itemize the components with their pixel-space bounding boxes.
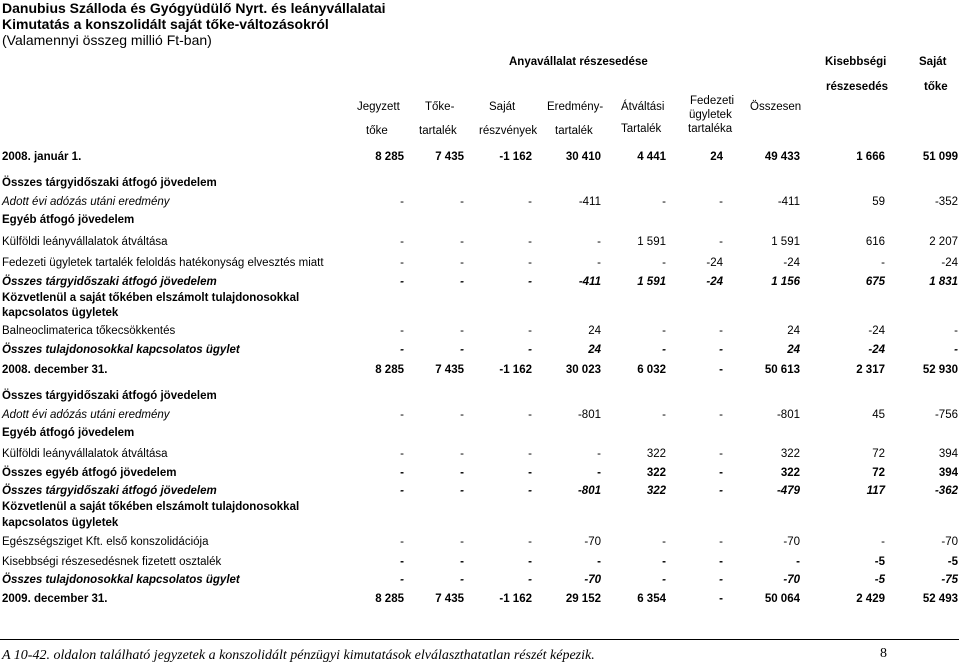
table-cell: - xyxy=(719,344,723,356)
table-cell: - xyxy=(528,325,532,337)
table-cell: 30 023 xyxy=(565,364,601,376)
row-label: Összes egyéb átfogó jövedelem xyxy=(2,467,177,479)
table-cell: 24 xyxy=(787,344,800,356)
table-cell: - xyxy=(719,536,723,548)
table-cell: - xyxy=(400,257,404,269)
row-label: Adott évi adózás utáni eredmény xyxy=(2,409,170,421)
col-header-top: Átváltási xyxy=(621,101,665,113)
group-header-minority-bottom: részesedés xyxy=(826,81,889,93)
row-label: Közvetlenül a saját tőkében elszámolt tulajdonosokkal xyxy=(2,501,300,513)
col-header-bottom: részvények xyxy=(479,125,538,137)
col-header-bottom: tartalék xyxy=(555,125,593,137)
table-cell: - xyxy=(719,325,723,337)
table-cell: - xyxy=(719,574,723,586)
table-cell: - xyxy=(597,236,601,248)
table-cell: -411 xyxy=(578,196,601,208)
table-cell: - xyxy=(460,574,464,586)
table-cell: - xyxy=(528,574,532,586)
table-cell: - xyxy=(597,556,601,568)
table-cell: -75 xyxy=(941,574,958,586)
table-cell: 322 xyxy=(780,448,800,460)
table-cell: 72 xyxy=(872,467,885,479)
group-header-parent: Anyavállalat részesedése xyxy=(509,56,648,68)
table-cell: 72 xyxy=(872,448,885,460)
table-cell: - xyxy=(528,276,532,288)
table-cell: 1 591 xyxy=(637,236,666,248)
table-cell: 49 433 xyxy=(764,151,800,163)
table-cell: - xyxy=(528,556,532,568)
table-cell: 51 099 xyxy=(922,151,958,163)
col-header-bottom: tartaléka xyxy=(688,123,733,135)
table-cell: - xyxy=(460,536,464,548)
table-cell: - xyxy=(400,556,404,568)
table-cell: - xyxy=(460,409,464,421)
row-label: Összes tulajdonosokkal kapcsolatos ügylet xyxy=(2,344,240,356)
table-cell: -5 xyxy=(874,574,885,586)
row-label: Egyéb átfogó jövedelem xyxy=(2,427,135,439)
footer-note: A 10-42. oldalon található jegyzetek a konszolidált pénzügyi kimutatások elválaszthatatlan részét képezik. xyxy=(2,648,595,663)
table-cell: - xyxy=(460,257,464,269)
col-header-top: Fedezeti xyxy=(690,95,735,107)
table-cell: -70 xyxy=(584,574,601,586)
table-cell: 2 429 xyxy=(856,593,885,605)
col-header-mid: ügyletek xyxy=(689,109,732,121)
table-cell: 6 032 xyxy=(637,364,666,376)
table-cell: 322 xyxy=(646,467,666,479)
table-cell: - xyxy=(528,236,532,248)
table-cell: - xyxy=(528,448,532,460)
table-cell: -352 xyxy=(934,196,958,208)
row-label: Külföldi leányvállalatok átváltása xyxy=(2,448,168,460)
table-cell: 4 441 xyxy=(637,151,666,163)
row-label: kapcsolatos ügyletek xyxy=(2,307,119,319)
table-cell: 8 285 xyxy=(375,364,404,376)
table-cell: - xyxy=(796,556,800,568)
table-cell: - xyxy=(662,409,666,421)
table-cell: - xyxy=(400,409,404,421)
table-cell: 50 064 xyxy=(764,593,800,605)
table-cell: - xyxy=(400,196,404,208)
table-cell: -801 xyxy=(577,409,601,421)
table-cell: - xyxy=(719,409,723,421)
table-cell: 8 285 xyxy=(375,593,404,605)
table-cell: 8 285 xyxy=(375,151,404,163)
col-header-bottom: tartalék xyxy=(419,125,457,137)
table-cell: 394 xyxy=(938,448,958,460)
table-cell: 52 493 xyxy=(922,593,958,605)
row-label: Összes tárgyidőszaki átfogó jövedelem xyxy=(2,485,217,497)
table-cell: 7 435 xyxy=(435,151,464,163)
table-cell: 24 xyxy=(588,344,601,356)
table-cell: - xyxy=(881,536,885,548)
table-cell: 1 831 xyxy=(929,276,958,288)
table-cell: - xyxy=(719,448,723,460)
table-cell: 50 613 xyxy=(764,364,800,376)
table-cell: 24 xyxy=(588,325,601,337)
table-cell: 322 xyxy=(780,467,800,479)
table-cell: -24 xyxy=(706,276,723,288)
table-cell: 6 354 xyxy=(637,593,666,605)
row-label: Összes tulajdonosokkal kapcsolatos ügylet xyxy=(2,574,240,586)
row-label: 2008. december 31. xyxy=(2,364,108,376)
table-cell: - xyxy=(460,236,464,248)
table-cell: - xyxy=(528,257,532,269)
row-label: Balneoclimaterica tőkecsökkentés xyxy=(2,325,176,337)
page-number: 8 xyxy=(880,646,887,661)
row-label: Egyéb átfogó jövedelem xyxy=(2,214,135,226)
row-label: Fedezeti ügyletek tartalék feloldás hatékonyság elvesztés miatt xyxy=(2,257,324,269)
table-cell: 2 317 xyxy=(856,364,885,376)
table-cell: - xyxy=(528,536,532,548)
table-cell: -1 162 xyxy=(499,151,532,163)
table-cell: 1 591 xyxy=(637,276,666,288)
table-cell: - xyxy=(662,257,666,269)
table-cell: - xyxy=(400,325,404,337)
row-label: 2009. december 31. xyxy=(2,593,108,605)
table-cell: - xyxy=(400,536,404,548)
table-cell: -70 xyxy=(783,574,800,586)
table-cell: -411 xyxy=(777,196,800,208)
table-cell: - xyxy=(400,574,404,586)
table-cell: 24 xyxy=(787,325,800,337)
row-label: 2008. január 1. xyxy=(2,151,82,163)
col-header-bottom: tőke xyxy=(366,125,388,137)
table-cell: - xyxy=(460,448,464,460)
table-cell: - xyxy=(662,325,666,337)
table-cell: - xyxy=(400,344,404,356)
row-label: Összes tárgyidőszaki átfogó jövedelem xyxy=(2,390,217,402)
table-cell: -1 162 xyxy=(499,364,532,376)
table-cell: - xyxy=(719,593,723,605)
table-cell: -24 xyxy=(706,257,723,269)
table-cell: 24 xyxy=(710,151,723,163)
col-header-top: Jegyzett xyxy=(357,101,400,113)
table-cell: 322 xyxy=(646,485,666,497)
table-cell: - xyxy=(528,485,532,497)
table-cell: - xyxy=(400,485,404,497)
table-cell: 616 xyxy=(865,236,885,248)
footer-divider xyxy=(0,639,959,640)
table-cell: 52 930 xyxy=(922,364,958,376)
col-header-top: Saját xyxy=(489,101,516,113)
table-cell: -411 xyxy=(578,276,601,288)
table-cell: 1 666 xyxy=(856,151,885,163)
table-cell: - xyxy=(662,196,666,208)
table-cell: - xyxy=(400,467,404,479)
table-cell: - xyxy=(662,574,666,586)
table-cell: - xyxy=(719,485,723,497)
table-cell: 117 xyxy=(866,485,885,497)
table-cell: - xyxy=(460,196,464,208)
table-cell: -70 xyxy=(584,536,601,548)
table-cell: - xyxy=(460,344,464,356)
table-cell: -24 xyxy=(868,325,885,337)
table-cell: -5 xyxy=(947,556,958,568)
row-label: Összes tárgyidőszaki átfogó jövedelem xyxy=(2,177,217,189)
table-cell: - xyxy=(662,344,666,356)
table-cell: 45 xyxy=(872,409,885,421)
table-cell: -1 162 xyxy=(499,593,532,605)
table-cell: - xyxy=(954,344,958,356)
row-label: Közvetlenül a saját tőkében elszámolt tulajdonosokkal xyxy=(2,292,300,304)
table-cell: - xyxy=(460,276,464,288)
table-cell: - xyxy=(719,467,723,479)
company-title: Danubius Szálloda és Gyógyüdülő Nyrt. és leányvállalatai xyxy=(2,0,386,16)
table-cell: - xyxy=(597,467,601,479)
table-cell: -801 xyxy=(577,485,601,497)
table-cell: -24 xyxy=(941,257,958,269)
table-cell: - xyxy=(954,325,958,337)
col-header-top: Eredmény- xyxy=(547,101,604,113)
table-cell: - xyxy=(597,448,601,460)
row-label: Összes tárgyidőszaki átfogó jövedelem xyxy=(2,276,217,288)
table-cell: -70 xyxy=(783,536,800,548)
table-cell: 29 152 xyxy=(565,593,601,605)
row-label: Egészségsziget Kft. első konszolidációja xyxy=(2,536,209,548)
group-header-minority-top: Kisebbségi xyxy=(825,56,887,68)
group-header-equity-top: Saját xyxy=(919,56,947,68)
table-cell: - xyxy=(400,276,404,288)
table-cell: - xyxy=(881,257,885,269)
table-cell: 1 591 xyxy=(771,236,800,248)
table-cell: -5 xyxy=(874,556,885,568)
table-cell: -362 xyxy=(934,485,958,497)
table-cell: -479 xyxy=(776,485,800,497)
col-header-top: Összesen xyxy=(750,101,802,113)
table-cell: - xyxy=(460,467,464,479)
table-cell: 7 435 xyxy=(435,364,464,376)
col-header-top: Tőke- xyxy=(425,101,455,113)
row-label: Adott évi adózás utáni eredmény xyxy=(2,196,170,208)
table-cell: 59 xyxy=(872,196,885,208)
currency-note: (Valamennyi összeg millió Ft-ban) xyxy=(2,32,212,48)
table-cell: - xyxy=(528,344,532,356)
table-cell: - xyxy=(400,448,404,460)
row-label: Külföldi leányvállalatok átváltása xyxy=(2,236,168,248)
row-label: Kisebbségi részesedésnek fizetett osztalék xyxy=(2,556,222,568)
col-header-bottom: Tartalék xyxy=(621,123,662,135)
table-cell: - xyxy=(662,556,666,568)
table-cell: - xyxy=(460,485,464,497)
table-cell: -70 xyxy=(941,536,958,548)
table-cell: - xyxy=(400,236,404,248)
table-cell: 394 xyxy=(938,467,958,479)
table-cell: - xyxy=(528,467,532,479)
table-cell: - xyxy=(460,556,464,568)
table-cell: -24 xyxy=(783,257,800,269)
table-cell: - xyxy=(662,536,666,548)
table-cell: -756 xyxy=(934,409,958,421)
table-cell: -801 xyxy=(776,409,800,421)
table-cell: - xyxy=(528,409,532,421)
group-header-equity-bottom: tőke xyxy=(924,81,948,93)
table-cell: - xyxy=(460,325,464,337)
table-cell: - xyxy=(719,196,723,208)
row-label: kapcsolatos ügyletek xyxy=(2,517,119,529)
table-cell: 1 156 xyxy=(771,276,800,288)
table-cell: - xyxy=(719,556,723,568)
table-cell: 7 435 xyxy=(435,593,464,605)
table-cell: 675 xyxy=(865,276,885,288)
table-cell: -24 xyxy=(868,344,885,356)
table-cell: - xyxy=(719,236,723,248)
table-cell: - xyxy=(528,196,532,208)
table-cell: 322 xyxy=(646,448,666,460)
statement-title: Kimutatás a konszolidált saját tőke-változásokról xyxy=(2,16,329,32)
table-cell: - xyxy=(597,257,601,269)
table-cell: 30 410 xyxy=(565,151,601,163)
table-cell: - xyxy=(719,364,723,376)
table-cell: 2 207 xyxy=(929,236,958,248)
